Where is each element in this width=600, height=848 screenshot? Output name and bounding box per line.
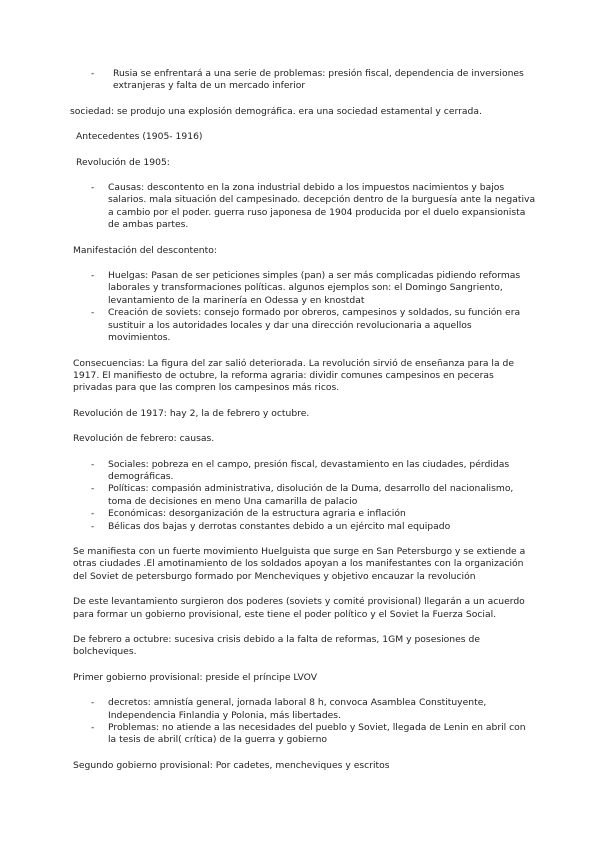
list-item: - Sociales: pobreza en el campo, presión fiscal, devastamiento en las ciudades, pérdidas demográficas. (73, 459, 536, 484)
primer-gobierno-list (73, 697, 536, 747)
list-item: - Políticas: compasión administrativa, disolución de la Duma, desarrollo del nacionalismo, toma de decisiones en meno Una camarilla de palacio (73, 483, 536, 508)
list-item: - Económicas: desorganización de la estructura agraria e inflación (73, 508, 536, 520)
list-item: - Creación de soviets: consejo formado por obreros, campesinos y soldados, su función era sustituir a los autoridades locales y dar una dirección revolucionaria a aquellos movimientos. (73, 307, 536, 344)
manifestacion-heading: Manifestación del descontento: (73, 244, 217, 256)
causas-febrero-list (73, 459, 536, 533)
intro-list (73, 68, 536, 93)
sociedad-paragraph: sociedad: se produjo una explosión demográfica. era una sociedad estamental y cerrada. (70, 105, 482, 117)
manifiesta-paragraph: Se manifiesta con un fuerte movimiento Huelguista que surge en San Petersburgo y se extiende a otras ciudades .El amotinamiento de los soldados apoyan a los manifestantes con la organización del Soviet de petersburgo formado por Mencheviques y objetivo encauzar la revolución (73, 545, 526, 582)
primer-gobierno-heading: Primer gobierno provisional: preside el príncipe LVOV (73, 671, 317, 683)
consecuencias-paragraph: Consecuencias: La figura del zar salió deteriorada. La revolución sirvió de enseñanza para la de 1917. El manifiesto de octubre, la reforma agraria: dividir comunes campesinos en peceras privadas para que las compren los campesinos más ricos. (73, 357, 514, 394)
antecedentes-heading: Antecedentes (1905- 1916) (76, 131, 203, 143)
list-item: - Problemas: no atiende a las necesidades del pueblo y Soviet, llegada de Lenin en abril con la tesis de abril( crítica) de la guerra y gobierno (73, 722, 536, 747)
list-item: - decretos: amnistía general, jornada laboral 8 h, convoca Asamblea Constituyente, Independencia Finlandia y Polonia, más libertades. (73, 697, 536, 722)
febrero-octubre-paragraph: De febrero a octubre: sucesiva crisis debido a la falta de reformas, 1GM y posesiones de bolcheviques. (73, 634, 480, 658)
manifestacion-list (73, 270, 536, 344)
segundo-gobierno-heading: Segundo gobierno provisional: Por cadetes, mencheviques y escritos (73, 759, 390, 771)
list-item: - Bélicas dos bajas y derrotas constantes debido a un ejército mal equipado (73, 521, 536, 533)
levantamiento-paragraph: De este levantamiento surgieron dos poderes (soviets y comité provisional) llegarán a un acuerdo para formar un gobierno provisional, este tiene el poder político y el Soviet la Fuerza Social. (73, 596, 525, 620)
list-item: - Rusia se enfrentará a una serie de problemas: presión fiscal, dependencia de inversiones extranjeras y falta de un mercado inferior (73, 68, 536, 93)
revolucion-1917-heading: Revolución de 1917: hay 2, la de febrero y octubre. (73, 407, 310, 419)
list-item: - Causas: descontento en la zona industrial debido a los impuestos nacimientos y bajos salarios. mala situación del campesinado. decepción dentro de la burguesía ante la negativa a cambio por el poder. guerra ruso japonesa de 1904 producida por el duelo expansionista de ambas partes. (73, 182, 536, 232)
causas-1905-list (73, 182, 536, 232)
revolucion-1905-heading: Revolución de 1905: (76, 156, 170, 168)
list-item: - Huelgas: Pasan de ser peticiones simples (pan) a ser más complicadas pidiendo reformas laborales y transformaciones políticas. algunos ejemplos son: el Domingo Sangriento, levantamiento de la marinería en Odessa y en knostdat (73, 270, 536, 307)
revolucion-febrero-heading: Revolución de febrero: causas. (73, 433, 215, 445)
